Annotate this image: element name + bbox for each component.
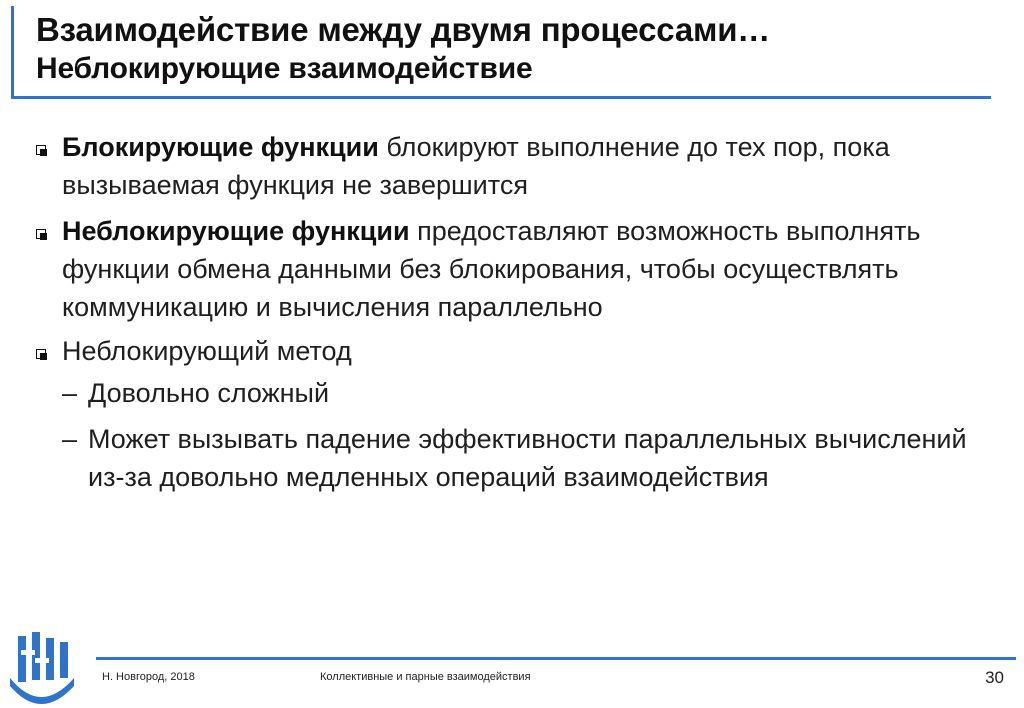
page-number: 30 [985,668,1004,687]
checkbox-bullet-icon [36,145,46,155]
footer-course-title: Коллективные и парные взаимодействия [320,671,531,683]
slide-title-line1: Взаимодействие между двумя процессами… [36,11,771,48]
sub-item [62,374,329,412]
bullet-item [34,212,1004,326]
dash-bullet: – [62,378,78,408]
checkbox-bullet-icon [36,349,46,359]
title-accent-bar [11,6,14,98]
slide-title [36,10,770,88]
bullet-bold-text: Блокирующие функции [62,132,379,162]
dash-bullet: – [62,424,78,454]
unn-logo-icon [4,628,78,704]
bullet-bold-text: Неблокирующие функции [62,216,410,246]
bullet-item [34,332,352,370]
sub-item [62,420,1008,496]
footer-location: Н. Новгород, 2018 [102,671,195,683]
bullet-text: блокируют выполнение до тех пор, пока вызываемая функция не завершится [62,132,890,200]
sub-item-text: Довольно сложный [88,378,330,408]
bullet-text: Неблокирующий метод [62,336,352,366]
bullet-text: предоставляют возможность выполнять функции обмена данными без блокирования, чтобы осуществлять коммуникацию и вычисления параллельно [62,216,921,322]
slide-title-line2: Неблокирующие взаимодействие [36,52,533,85]
bullet-item [34,128,1004,204]
footer-divider [96,657,1016,660]
sub-item-text: Может вызывать падение эффективности параллельных вычислений из-за довольно медленных операций взаимодействия [88,424,967,492]
checkbox-bullet-icon [36,229,46,239]
title-underline [11,96,991,99]
